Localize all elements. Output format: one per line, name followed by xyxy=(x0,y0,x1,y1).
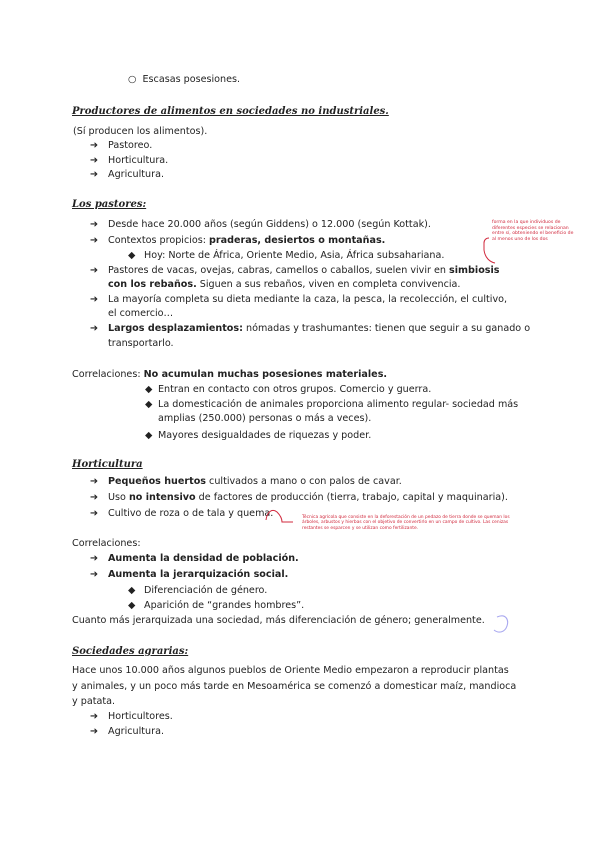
list-item: ➔ Agricultura. xyxy=(90,726,164,737)
list-item: ◆ Hoy: Norte de África, Oriente Medio, Asia, África subsahariana. xyxy=(128,250,445,261)
circle-bullet-icon: ○ xyxy=(128,74,137,85)
list-item-continuation: amplias (250.000) personas o más a veces). xyxy=(158,413,372,424)
list-item: ○ Escasas posesiones. xyxy=(128,74,241,85)
arrow-bullet-icon: ➔ xyxy=(90,169,99,180)
arrow-bullet-icon: ➔ xyxy=(90,553,99,564)
paragraph: (Sí producen los alimentos). xyxy=(73,126,208,137)
list-item-continuation: el comercio… xyxy=(108,308,174,319)
list-item: ➔ La mayoría completa su dieta mediante la caza, la pesca, la recolección, el cultivo, xyxy=(90,294,508,305)
paragraph: Correlaciones: No acumulan muchas posesiones materiales. xyxy=(72,369,388,380)
arrow-bullet-icon: ➔ xyxy=(90,140,99,151)
section-title: Sociedades agrarias: xyxy=(72,646,189,657)
list-item: ➔ Largos desplazamientos: nómadas y trashumantes: tienen que seguir a su ganado o xyxy=(90,323,531,334)
arrow-bullet-icon: ➔ xyxy=(90,323,99,334)
paragraph: Correlaciones: xyxy=(72,538,141,549)
paragraph: Cuanto más jerarquizada una sociedad, más diferenciación de género; generalmente. xyxy=(72,615,485,626)
section-title: Productores de alimentos en sociedades no industriales. xyxy=(72,106,389,117)
list-item: ➔ Horticultores. xyxy=(90,711,173,722)
list-item: ➔ Pastoreo. xyxy=(90,140,153,151)
arrow-bullet-icon: ➔ xyxy=(90,569,99,580)
list-item: ➔ Aumenta la densidad de población. xyxy=(90,553,299,564)
arrow-bullet-icon: ➔ xyxy=(90,492,99,503)
list-item: ◆ Diferenciación de género. xyxy=(128,585,268,596)
arrow-bullet-icon: ➔ xyxy=(90,476,99,487)
diamond-bullet-icon: ◆ xyxy=(128,600,136,611)
list-item: ◆ Mayores desigualdades de riquezas y poder. xyxy=(145,430,372,441)
diamond-bullet-icon: ◆ xyxy=(128,585,136,596)
list-item-continuation: transportarlo. xyxy=(108,338,174,349)
arrow-bullet-icon: ➔ xyxy=(90,508,99,519)
diamond-bullet-icon: ◆ xyxy=(145,384,153,395)
arrow-bullet-icon: ➔ xyxy=(90,726,99,737)
arrow-bullet-icon: ➔ xyxy=(90,265,99,276)
paragraph: y animales, y un poco más tarde en Mesoamérica se comenzó a domesticar maíz, mandioca xyxy=(72,681,517,692)
list-item: ➔ Pastores de vacas, ovejas, cabras, camellos o caballos, suelen vivir en simbiosis xyxy=(90,265,500,276)
paragraph: Hace unos 10.000 años algunos pueblos de Oriente Medio empezaron a reproducir plantas xyxy=(72,665,509,676)
diamond-bullet-icon: ◆ xyxy=(128,250,136,261)
diamond-bullet-icon: ◆ xyxy=(145,399,153,410)
list-item: ➔ Uso no intensivo de factores de producción (tierra, trabajo, capital y maquinaria). xyxy=(90,492,508,503)
list-item-continuation: con los rebaños. Siguen a sus rebaños, viven en completa convivencia. xyxy=(108,279,461,290)
arrow-bullet-icon: ➔ xyxy=(90,219,99,230)
diamond-bullet-icon: ◆ xyxy=(145,430,153,441)
arrow-bullet-icon: ➔ xyxy=(90,235,99,246)
list-item: ◆ Entran en contacto con otros grupos. Comercio y guerra. xyxy=(145,384,432,395)
arrow-bullet-icon: ➔ xyxy=(90,155,99,166)
list-item: ➔ Contextos propicios: praderas, desiertos o montañas. xyxy=(90,235,386,246)
margin-note: Técnica agrícola que consiste en la deforestación de un pedazo de tierra donde se queman los árboles, arbustos y hierbas con el objetivo de convertirlo en un campo de cultivo. Las cenizas restantes se esparcen y se utilizan como fertilizante. xyxy=(302,515,510,531)
list-item: ➔ Aumenta la jerarquización social. xyxy=(90,569,289,580)
list-item: ➔ Desde hace 20.000 años (según Giddens) o 12.000 (según Kottak). xyxy=(90,219,431,230)
margin-note: forma en la que individuos de diferentes especies se relacionan entre sí, obteniendo el beneficio de al menos uno de los dos xyxy=(492,220,574,242)
list-item: ➔ Pequeños huertos cultivados a mano o con palos de cavar. xyxy=(90,476,402,487)
list-item: ➔ Agricultura. xyxy=(90,169,164,180)
list-item: ➔ Horticultura. xyxy=(90,155,169,166)
section-title: Los pastores: xyxy=(72,199,147,210)
annotation-curve xyxy=(494,616,508,632)
list-item: ◆ Aparición de “grandes hombres”. xyxy=(128,600,305,611)
arrow-bullet-icon: ➔ xyxy=(90,711,99,722)
section-title: Horticultura xyxy=(72,459,143,470)
paragraph: y patata. xyxy=(72,696,116,707)
list-item: ➔ Cultivo de roza o de tala y quema. xyxy=(90,508,274,519)
arrow-bullet-icon: ➔ xyxy=(90,294,99,305)
list-item: ◆ La domesticación de animales proporciona alimento regular- sociedad más xyxy=(145,399,519,410)
